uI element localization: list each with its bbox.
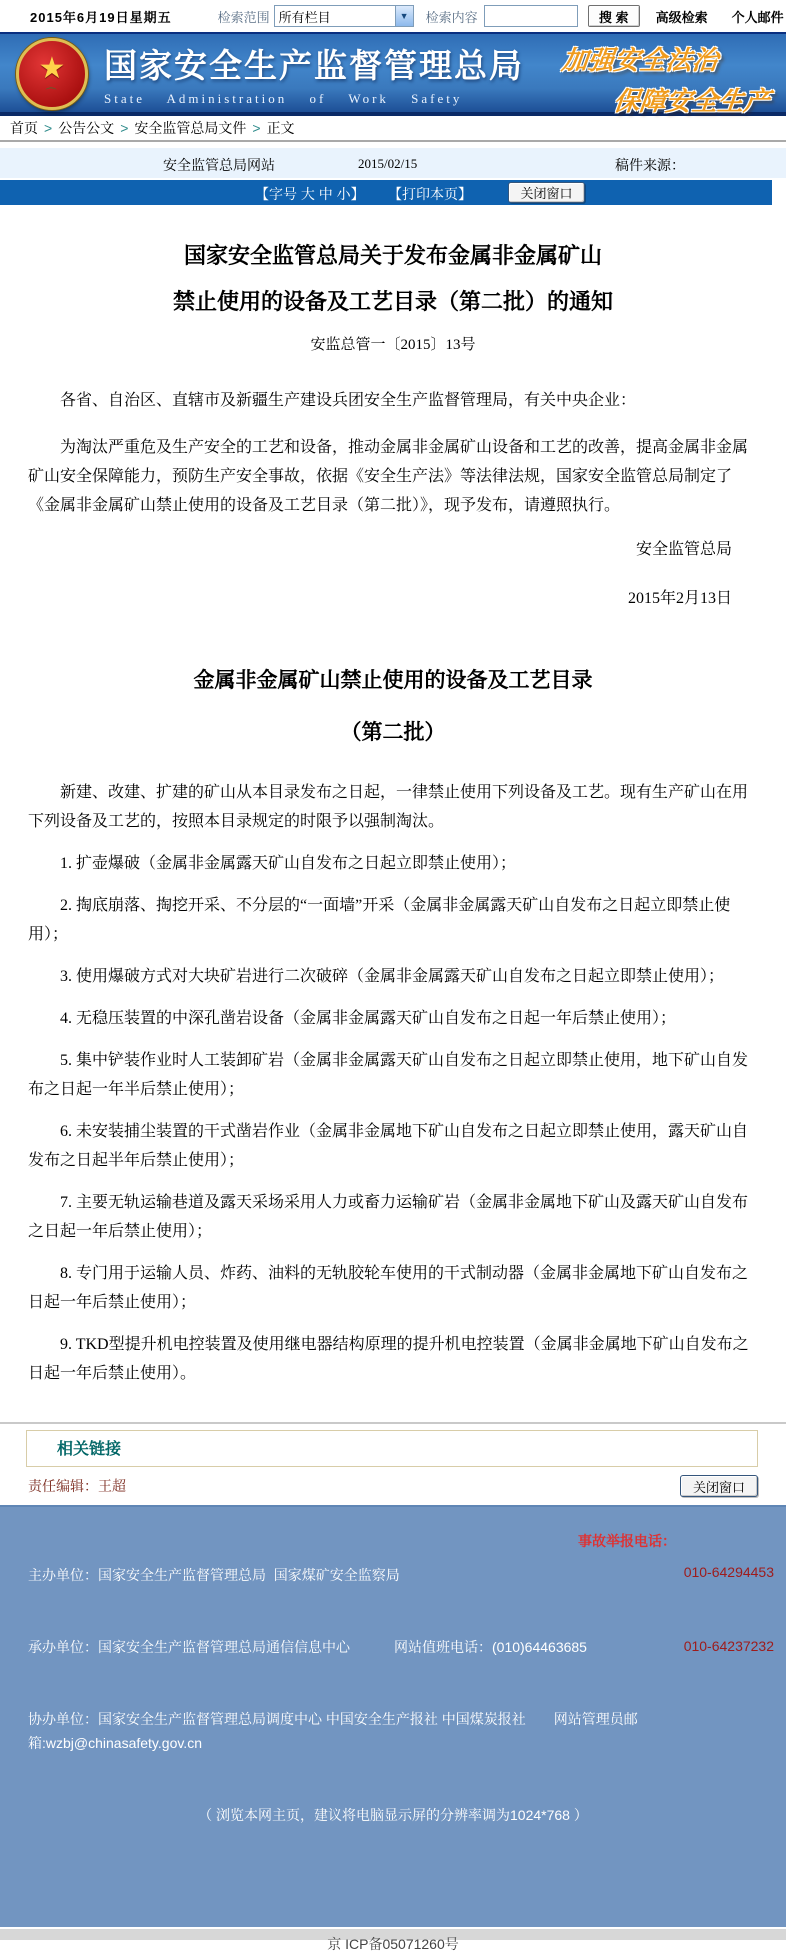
- footer-line3: [0, 1707, 786, 1755]
- signature-agency: 安全监管总局: [635, 541, 732, 558]
- footer-duty-phone: 网站值班电话：(010)64463685: [394, 1639, 587, 1655]
- breadcrumb-bureau-documents[interactable]: 安全监管总局文件: [134, 120, 247, 136]
- close-window-button[interactable]: 关闭窗口: [508, 182, 585, 203]
- search-input[interactable]: [484, 5, 578, 27]
- list-item: 5. 集中铲装作业时人工装卸矿岩（金属非金属露天矿山自发布之日起立即禁止使用，地下矿山自发布之日起一年半后禁止使用）；: [28, 1052, 749, 1098]
- document-number: 安监总管一〔2015〕13号: [310, 337, 476, 353]
- icp-record-strip: [0, 1927, 786, 1952]
- list-item: 6. 未安装捕尘装置的干式凿岩作业（金属非金属地下矿山自发布之日起立即禁止使用，露天矿山自发布之日起半年后禁止使用）；: [28, 1123, 749, 1169]
- source-label: 稿件来源：: [615, 157, 685, 173]
- slogan-line1: 加强安全法治: [560, 46, 720, 75]
- list-item: 4. 无稳压装置的中深孔凿岩设备（金属非金属露天矿山自发布之日起一年后禁止使用）；: [60, 1010, 677, 1027]
- footer-host-unit2: 国家煤矿安全监察局: [273, 1567, 400, 1583]
- site-title-cn: 国家安全生产监督管理总局: [104, 49, 524, 85]
- accident-report-label: 事故举报电话：: [578, 1533, 676, 1549]
- responsible-editor: 责任编辑：王超: [28, 1478, 126, 1494]
- search-button[interactable]: 搜 索: [588, 5, 640, 27]
- breadcrumb-current: 正文: [266, 120, 295, 136]
- list-item: 2. 掏底崩落、掏挖开采、不分层的“一面墙”开采（金属非金属露天矿山自发布之日起立即禁止使用）；: [28, 897, 731, 943]
- chevron-down-icon[interactable]: ▼: [395, 6, 413, 26]
- advanced-search-link[interactable]: 高级检索: [655, 9, 708, 25]
- breadcrumb: [0, 116, 786, 142]
- list-item: 9. TKD型提升机电控装置及使用继电器结构原理的提升机电控装置（金属非金属地下矿山自发布之日起一年后禁止使用）。: [28, 1336, 749, 1382]
- breadcrumb-separator: >: [120, 120, 129, 136]
- catalog-subtitle: （第二批）: [340, 720, 446, 744]
- wreath-icon: ⌒: [45, 88, 59, 100]
- editor-bar: [28, 1475, 758, 1497]
- footer-webmaster-email: 网站管理员邮箱:wzbj@chinasafety.gov.cn: [28, 1711, 638, 1751]
- related-links-section: [26, 1430, 758, 1467]
- report-phone-1: 010-64294453: [683, 1564, 774, 1580]
- site-banner: [0, 32, 786, 116]
- search-content-label: 检索内容: [425, 9, 478, 25]
- top-utility-bar: [0, 0, 786, 32]
- current-date: 2015年6月19日星期五: [30, 9, 172, 25]
- content-divider: [0, 1422, 786, 1424]
- print-page-button[interactable]: 【打印本页】: [388, 186, 472, 202]
- list-item: 8. 专门用于运输人员、炸药、油料的无轨胶轮车使用的干式制动器（金属非金属地下矿山自发布之日起一年后禁止使用）；: [28, 1265, 749, 1311]
- footer-co-organizers: 协办单位：国家安全生产监督管理总局调度中心 中国安全生产报社 中国煤炭报社: [28, 1711, 526, 1727]
- banner-slogan: [556, 40, 776, 118]
- signature-date: 2015年2月13日: [627, 590, 732, 607]
- article-toolbar: [0, 180, 772, 205]
- list-item: 3. 使用爆破方式对大块矿岩进行二次破碎（金属非金属露天矿山自发布之日起立即禁止使用）；: [60, 968, 725, 985]
- source-site: 安全监管总局网站: [163, 157, 275, 173]
- search-scope-label: 检索范围: [217, 9, 270, 25]
- intro-paragraph: 为淘汰严重危及生产安全的工艺和设备，推动金属非金属矿山设备和工艺的改善，提高金属非金属矿山安全保障能力，预防生产安全事故，依据《安全生产法》等法律法规，国家安全监管总局制定了《金属非金属矿山禁止使用的设备及工艺目录（第二批）》，现予发布，请遵照执行。: [28, 439, 749, 514]
- breadcrumb-separator: >: [252, 120, 261, 136]
- catalog-title: 金属非金属矿山禁止使用的设备及工艺目录: [193, 668, 593, 692]
- footer-host-units: 主办单位：国家安全生产监督管理总局: [28, 1567, 266, 1583]
- document-body: [0, 205, 786, 1388]
- personal-mail-link[interactable]: 个人邮件: [731, 9, 784, 25]
- related-links-title: 相关链接: [57, 1441, 122, 1458]
- footer-line2: [0, 1635, 786, 1659]
- salutation-paragraph: 各省、自治区、直辖市及新疆生产建设兵团安全生产监督管理局，有关中央企业：: [60, 392, 637, 409]
- list-item: 7. 主要无轨运输巷道及露天采场采用人力或畜力运输矿岩（金属非金属地下矿山及露天矿山自发布之日起一年后禁止使用）；: [28, 1194, 749, 1240]
- footer-operator-unit: 承办单位：国家安全生产监督管理总局通信信息中心: [28, 1639, 350, 1655]
- emblem-logo: [16, 38, 88, 110]
- footer-resolution-note: （ 浏览本网主页，建议将电脑显示屏的分辨率调为1024*768 ）: [198, 1807, 588, 1823]
- banner-titles: [104, 40, 524, 107]
- breadcrumb-separator: >: [44, 120, 53, 136]
- close-window-button-bottom[interactable]: 关闭窗口: [680, 1475, 758, 1497]
- star-icon: ★: [38, 51, 66, 85]
- list-item: 1. 扩壶爆破（金属非金属露天矿山自发布之日起立即禁止使用）；: [60, 855, 517, 872]
- site-footer: [0, 1505, 786, 1927]
- footer-line1: [0, 1563, 786, 1587]
- site-title-en: State Administration of Work Safety: [104, 91, 463, 106]
- document-title-line2: 禁止使用的设备及工艺目录（第二批）的通知: [172, 289, 613, 314]
- article-meta-bar: [0, 148, 786, 178]
- search-scope-select[interactable]: [274, 5, 414, 27]
- accident-report-phones: [684, 1511, 774, 1707]
- breadcrumb-announcements[interactable]: 公告公文: [58, 120, 115, 136]
- breadcrumb-home[interactable]: 首页: [10, 120, 38, 136]
- icp-number: 京 ICP备05071260号: [327, 1936, 459, 1952]
- slogan-line2: 保障安全生产: [612, 87, 772, 116]
- publish-date: 2015/02/15: [358, 156, 418, 171]
- search-scope-value: 所有栏目: [278, 9, 331, 25]
- catalog-intro-paragraph: 新建、改建、扩建的矿山从本目录发布之日起，一律禁止使用下列设备及工艺。现有生产矿山在用下列设备及工艺的，按照本目录规定的时限予以强制淘汰。: [28, 784, 749, 830]
- report-phone-2: 010-64237232: [683, 1638, 774, 1654]
- document-title-line1: 国家安全监管总局关于发布金属非金属矿山: [183, 243, 602, 268]
- font-size-control[interactable]: 【字号 大 中 小】: [255, 186, 365, 202]
